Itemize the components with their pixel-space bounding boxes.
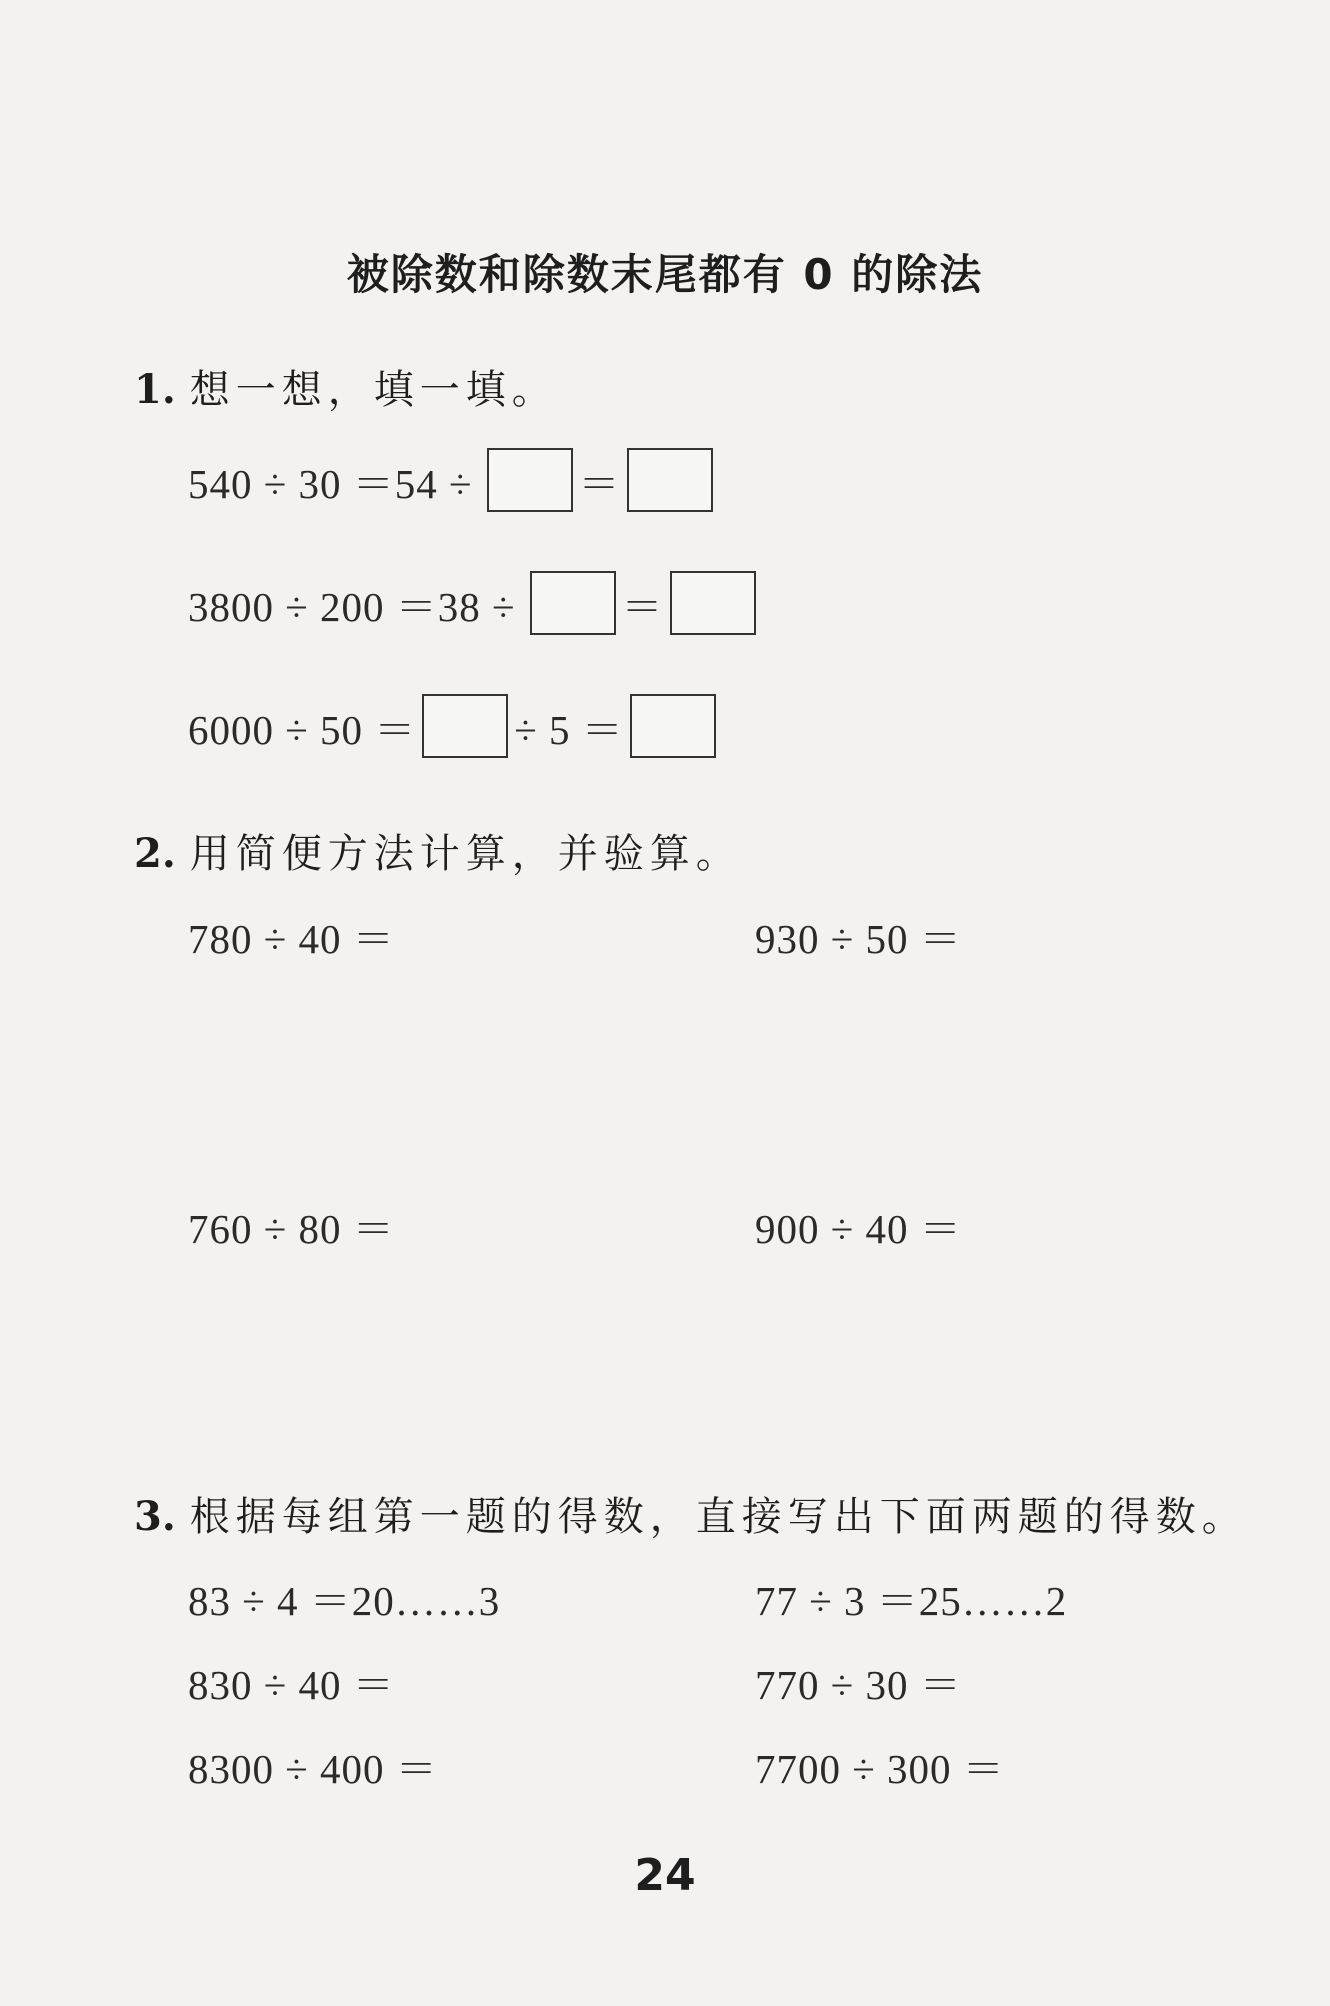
- fill-line-2: [188, 570, 762, 636]
- answer-box[interactable]: [487, 448, 573, 512]
- question-2-heading: [134, 822, 742, 879]
- expression-part: ÷ 5 ＝: [514, 706, 624, 753]
- question-number: 3.: [134, 1493, 176, 1540]
- question-number: 2.: [134, 830, 176, 877]
- answer-box[interactable]: [630, 694, 716, 758]
- calc-item: 900 ÷ 40 ＝: [755, 1206, 962, 1252]
- answer-box[interactable]: [530, 571, 616, 635]
- result-item: 83 ÷ 4 ＝20……3: [188, 1578, 501, 1624]
- calc-item: 930 ÷ 50 ＝: [755, 916, 962, 962]
- question-prompt: 根据每组第一题的得数，直接写出下面两题的得数。: [189, 1494, 1248, 1540]
- page-title: 被除数和除数末尾都有 0 的除法: [346, 250, 984, 299]
- page-number: 24: [634, 1850, 696, 1901]
- result-item: 830 ÷ 40 ＝: [188, 1662, 395, 1708]
- question-3-heading: [134, 1485, 1248, 1542]
- expression-part: 3800 ÷ 200 ＝38 ÷: [188, 583, 516, 630]
- expression-part: 6000 ÷ 50 ＝: [188, 706, 417, 753]
- expression-part: 540 ÷ 30 ＝54 ÷: [188, 460, 473, 507]
- result-item: 770 ÷ 30 ＝: [755, 1662, 962, 1708]
- question-prompt: 想一想，填一填。: [189, 367, 558, 413]
- question-prompt: 用简便方法计算，并验算。: [189, 831, 742, 877]
- expression-part: ＝: [578, 460, 621, 507]
- result-item: 7700 ÷ 300 ＝: [755, 1746, 1005, 1792]
- answer-box[interactable]: [627, 448, 713, 512]
- expression-part: ＝: [621, 583, 664, 630]
- question-number: 1.: [134, 366, 176, 413]
- calc-item: 780 ÷ 40 ＝: [188, 916, 395, 962]
- fill-line-1: [188, 447, 719, 513]
- result-item: 8300 ÷ 400 ＝: [188, 1746, 438, 1792]
- result-item: 77 ÷ 3 ＝25……2: [755, 1578, 1068, 1624]
- answer-box[interactable]: [670, 571, 756, 635]
- fill-line-3: [188, 693, 722, 759]
- question-1-heading: [134, 358, 558, 415]
- calc-item: 760 ÷ 80 ＝: [188, 1206, 395, 1252]
- answer-box[interactable]: [422, 694, 508, 758]
